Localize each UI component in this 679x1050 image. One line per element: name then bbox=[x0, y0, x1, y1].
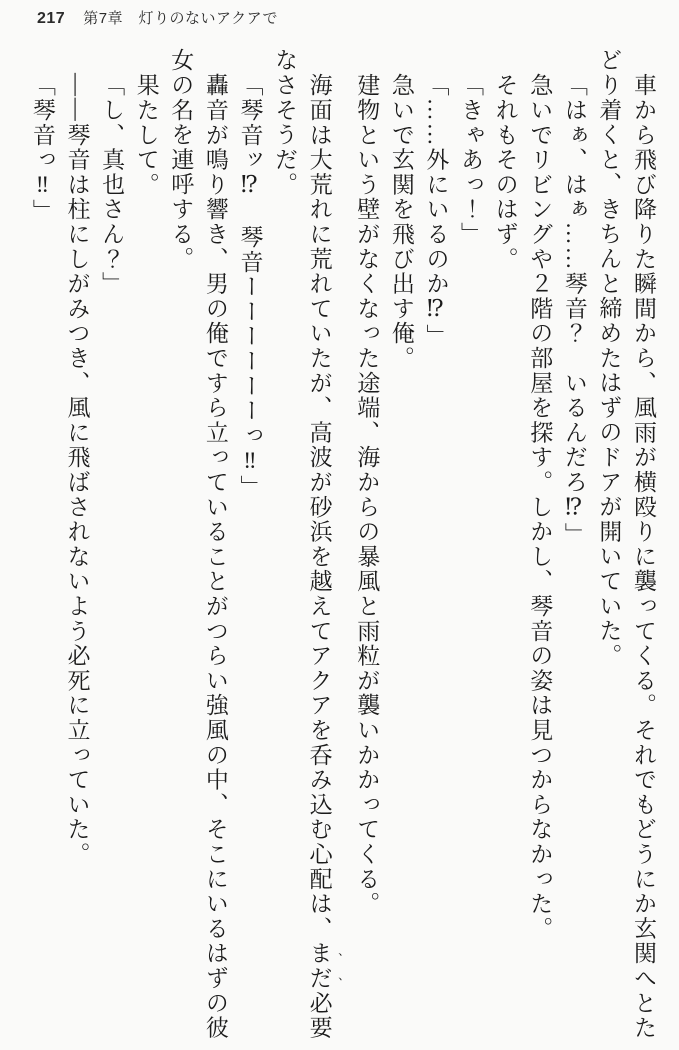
text-segment: 果たして。 bbox=[133, 72, 159, 197]
paragraph bbox=[94, 48, 129, 1045]
text-segment: 急いで玄関を飛び出す俺。 bbox=[388, 72, 414, 371]
paragraph bbox=[163, 48, 232, 1045]
text-segment: 「し、真也さん？」 bbox=[99, 72, 125, 296]
emphasized-text: まだ bbox=[306, 940, 332, 991]
text-segment: 「琴音ッ⁉ 琴音ーーーーーーっ‼」 bbox=[237, 72, 263, 500]
text-segment: 「きゃあっ！」 bbox=[458, 72, 484, 247]
paragraph bbox=[232, 48, 267, 1045]
paragraph bbox=[24, 48, 59, 1045]
paragraph bbox=[418, 48, 453, 1045]
text-segment: 「琴音っ‼」 bbox=[29, 72, 55, 224]
paragraph bbox=[522, 48, 557, 1045]
paragraph bbox=[128, 48, 163, 1045]
paragraph bbox=[452, 48, 487, 1045]
text-segment: それもそのはず。 bbox=[492, 72, 518, 272]
text-segment: 車から飛び降りた瞬間から、風雨が横殴りに襲ってくる。それでもどうにか玄関へとたどり着くと、きちんと締めたはずのドアが開いていた。 bbox=[596, 48, 656, 1040]
paragraph bbox=[266, 48, 348, 1045]
text-segment: 必要なさそうだ。 bbox=[272, 48, 332, 1041]
text-segment: 「……外にいるのか⁉」 bbox=[423, 72, 449, 349]
page-header bbox=[37, 7, 278, 28]
paragraph bbox=[349, 48, 384, 1045]
text-segment: 「はぁ、はぁ……琴音？ いるんだろ⁉」 bbox=[561, 72, 587, 547]
text-segment: 建物という壁がなくなった途端、海からの暴風と雨粒が襲いかかってくる。 bbox=[354, 72, 380, 916]
page-number: 217 bbox=[37, 10, 66, 27]
paragraph bbox=[487, 48, 522, 1045]
page-body bbox=[29, 48, 660, 1045]
paragraph bbox=[59, 48, 94, 1045]
text-segment: 急いでリビングや２階の部屋を探す。しかし、琴音の姿は見つからなかった。 bbox=[527, 72, 553, 941]
chapter-title: 第7章 灯りのないアクアで bbox=[83, 10, 279, 27]
paragraph bbox=[556, 48, 591, 1045]
text-segment: ――琴音は柱にしがみつき、風に飛ばされないよう必死に立っていた。 bbox=[64, 72, 90, 867]
text-segment: 轟音が鳴り響き、男の俺ですら立っていることがつらい強風の中、そこにいるはずの彼女の名を連呼する。 bbox=[168, 48, 228, 1040]
text-segment: 海面は大荒れに荒れていたが、高波が砂浜を越えてアクアを呑み込む心配は、 bbox=[306, 72, 332, 941]
paragraph bbox=[591, 48, 660, 1045]
paragraph bbox=[383, 48, 418, 1045]
